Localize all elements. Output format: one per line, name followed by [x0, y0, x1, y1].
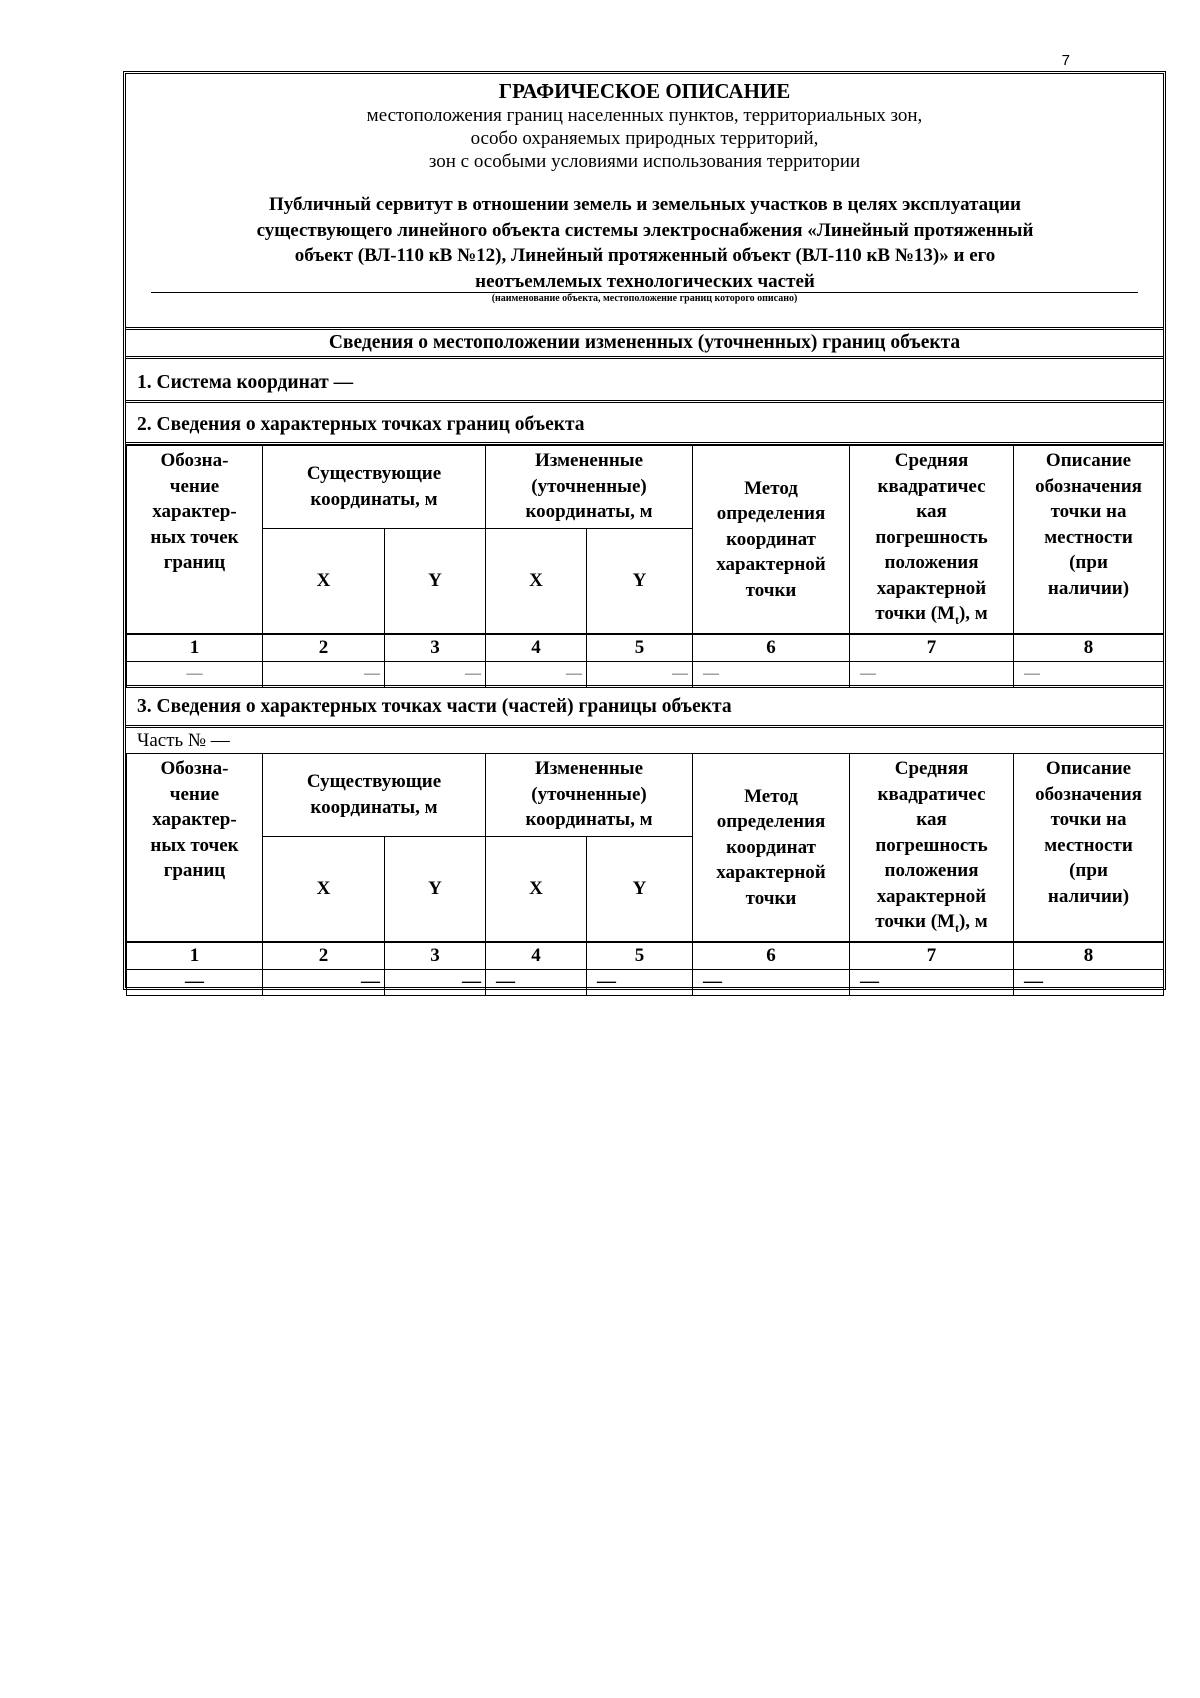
table-cell: —: [263, 969, 385, 995]
column-number: 6: [693, 942, 850, 969]
header-y: Y: [385, 528, 486, 634]
object-name-line: неотъемлемых технологических частей: [475, 270, 815, 292]
table-cell: —: [263, 661, 385, 687]
section2-title: 2. Сведения о характерных точках границ объекта: [137, 414, 585, 435]
table-cell: —: [127, 969, 263, 995]
column-number: 2: [263, 942, 385, 969]
column-number: 6: [693, 634, 850, 661]
coordinate-system: 1. Система координат —: [137, 372, 354, 393]
separator: [126, 685, 1163, 688]
document-subtitle: [126, 104, 1163, 173]
subtitle-line: зон с особыми условиями использования территории: [428, 151, 861, 172]
header-error: Средняя квадратичес кая погрешность положения характерной точки $(M_t)$, м: [850, 754, 1014, 943]
separator: [126, 400, 1163, 403]
table-cell: —: [385, 969, 486, 995]
header-point-designation: Обозна- чение характер- ных точек границ: [127, 754, 263, 943]
header-description: Описание обозначения точки на местности (при наличии): [1014, 446, 1164, 635]
table-cell: —: [1014, 969, 1164, 995]
header-description: Описание обозначения точки на местности (при наличии): [1014, 754, 1164, 943]
object-name-line: существующего линейного объекта системы электроснабжения «Линейный протяженный: [256, 219, 1034, 241]
column-number: 4: [486, 634, 587, 661]
subtitle-line: местоположения границ населенных пунктов, территориальных зон,: [366, 105, 923, 126]
part-boundary-points-table: [126, 753, 1164, 996]
object-name-line: объект (ВЛ-110 кВ №12), Линейный протяженный объект (ВЛ-110 кВ №13)» и его: [294, 245, 996, 266]
header-y: Y: [385, 836, 486, 942]
table-cell: —: [850, 969, 1014, 995]
column-number: 2: [263, 634, 385, 661]
header-y: Y: [587, 836, 693, 942]
header-error: Средняя квадратичес кая погрешность положения характерной точки $(M_t)$, м: [850, 446, 1014, 635]
table-cell: —: [385, 661, 486, 687]
object-name: [170, 192, 1120, 294]
section3-title: 3. Сведения о характерных точках части (частей) границы объекта: [137, 696, 732, 717]
table-cell: —: [693, 969, 850, 995]
table-cell: —: [486, 969, 587, 995]
table-cell: —: [486, 661, 587, 687]
document-title: ГРАФИЧЕСКОЕ ОПИСАНИЕ: [498, 79, 791, 103]
column-number: 3: [385, 942, 486, 969]
header-method: Метод определения координат характерной точки: [693, 446, 850, 635]
page-number: 7: [1061, 52, 1070, 69]
column-number: 3: [385, 634, 486, 661]
boundary-points-table: [126, 445, 1164, 688]
header-x: X: [263, 528, 385, 634]
table-cell: —: [127, 661, 263, 687]
header-x: X: [486, 528, 587, 634]
column-number: 1: [127, 942, 263, 969]
column-number: 5: [587, 942, 693, 969]
header-point-designation: Обозна- чение характер- ных точек границ: [127, 446, 263, 635]
header-changed-coordinates: Измененные (уточненные) координаты, м: [486, 446, 693, 529]
header-method: Метод определения координат характерной точки: [693, 754, 850, 943]
column-number: 5: [587, 634, 693, 661]
column-number: 4: [486, 942, 587, 969]
table-cell: —: [587, 661, 693, 687]
table-cell: —: [693, 661, 850, 687]
object-name-line: Публичный сервитут в отношении земель и земельных участков в целях эксплуатации: [269, 194, 1021, 215]
part-label: Часть № —: [137, 730, 230, 751]
subtitle-line: особо охраняемых природных территорий,: [470, 128, 819, 149]
column-number: 1: [127, 634, 263, 661]
column-number: 8: [1014, 634, 1164, 661]
info-header: Сведения о местоположении измененных (уточненных) границ объекта: [328, 332, 961, 353]
column-number: 7: [850, 942, 1014, 969]
separator: [126, 356, 1163, 359]
table-cell: —: [850, 661, 1014, 687]
header-existing-coordinates: Существующие координаты, м: [263, 754, 486, 837]
column-number: 7: [850, 634, 1014, 661]
column-number: 8: [1014, 942, 1164, 969]
header-x: X: [263, 836, 385, 942]
header-changed-coordinates: Измененные (уточненные) координаты, м: [486, 754, 693, 837]
header-x: X: [486, 836, 587, 942]
object-name-caption: (наименование объекта, местоположение границ которого описано): [491, 293, 798, 304]
table-cell: —: [1014, 661, 1164, 687]
table-cell: —: [587, 969, 693, 995]
header-existing-coordinates: Существующие координаты, м: [263, 446, 486, 529]
header-y: Y: [587, 528, 693, 634]
